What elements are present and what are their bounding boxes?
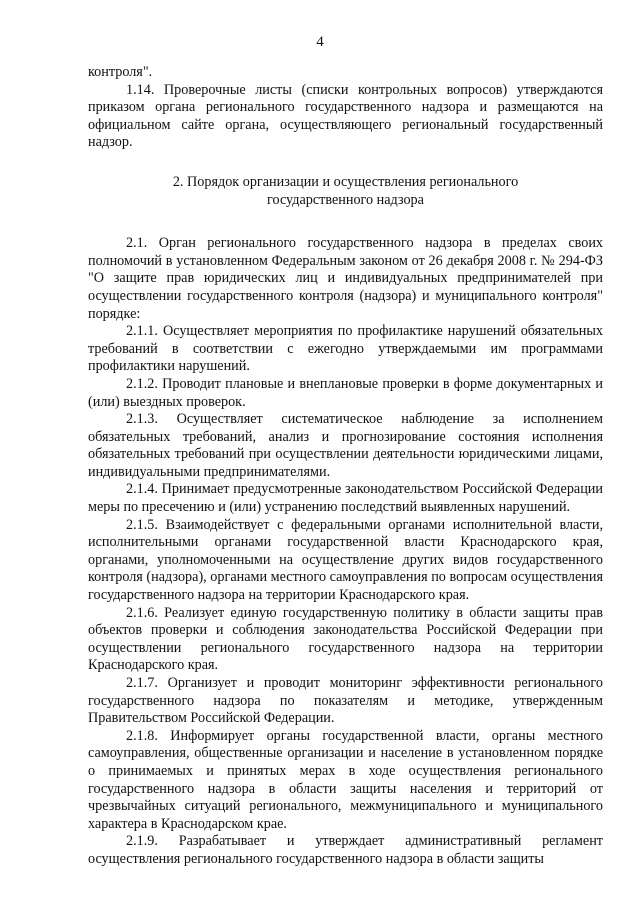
- paragraph-2-1-2: 2.1.2. Проводит плановые и внеплановые проверки в форме документарных и (или) выездных проверок.: [88, 375, 603, 410]
- paragraph-continuation: контроля".: [88, 64, 153, 80]
- paragraph-2-1-6: 2.1.6. Реализует единую государственную политику в области защиты прав объектов проверки и соблюдения законодательства Российской Федерации при осуществлении регионального государственного надзора на территории Краснодарского края.: [88, 604, 603, 674]
- section-heading-line-2: государственного надзора: [267, 191, 424, 208]
- paragraph-2-1-4: 2.1.4. Принимает предусмотренные законодательством Российской Федерации меры по пресечению и (или) устранению последствий выявленных нарушений.: [88, 481, 603, 516]
- paragraph-2-1-3: 2.1.3. Осуществляет систематическое наблюдение за исполнением обязательных требований, анализ и прогнозирование состояния исполнения обязательных требований при осуществлении деятельности юридическими лицами, индивидуальными предпринимателями.: [88, 411, 603, 480]
- paragraph-2-1: 2.1. Орган регионального государственного надзора в пределах своих полномочий в установленном Федеральным законом от 26 декабря 2008 г. № 294-ФЗ "О защите прав юридических лиц и индивидуальных предпринимателей при осуществлении государственного контроля (надзора) и муниципального контроля" порядке:: [88, 235, 603, 322]
- paragraph-2-1-9: 2.1.9. Разрабатывает и утверждает административный регламент осуществления регионального государственного надзора в области защиты: [88, 833, 603, 867]
- section-heading: [88, 174, 603, 209]
- paragraph-1-14: 1.14. Проверочные листы (списки контрольных вопросов) утверждаются приказом органа регионального государственного надзора и размещаются на официальном сайте органа, осуществляющего региональный государственный надзор.: [88, 81, 603, 151]
- paragraph-2-1-5: 2.1.5. Взаимодействует с федеральными органами исполнительной власти, исполнительными органами государственной власти Краснодарского края, органами, уполномоченными на осуществление других видов государственного контроля (надзора), органами местного самоуправления по вопросам осуществления государственного надзора на территории Краснодарского края.: [88, 516, 603, 604]
- section-heading-line-1: 2. Порядок организации и осуществления регионального: [172, 173, 519, 190]
- paragraph-2-1-8: 2.1.8. Информирует органы государственной власти, органы местного самоуправления, общественные организации и население в установленном порядке о принимаемых и принятых мерах в ходе осуществления регионального государственного надзора в области защиты населения и территорий от чрезвычайных ситуаций регионального, межмуниципального и муниципального характера в Краснодарском крае.: [88, 727, 603, 832]
- page-number: 4: [316, 34, 324, 50]
- paragraph-2-1-7: 2.1.7. Организует и проводит мониторинг эффективности регионального государственного надзора по показателям и методике, утвержденным Правительством Российской Федерации.: [88, 675, 603, 727]
- paragraph-2-1-1: 2.1.1. Осуществляет мероприятия по профилактике нарушений обязательных требований в соответствии с ежегодно утверждаемыми им программами профилактики нарушений.: [88, 323, 603, 375]
- document-body: [88, 64, 603, 869]
